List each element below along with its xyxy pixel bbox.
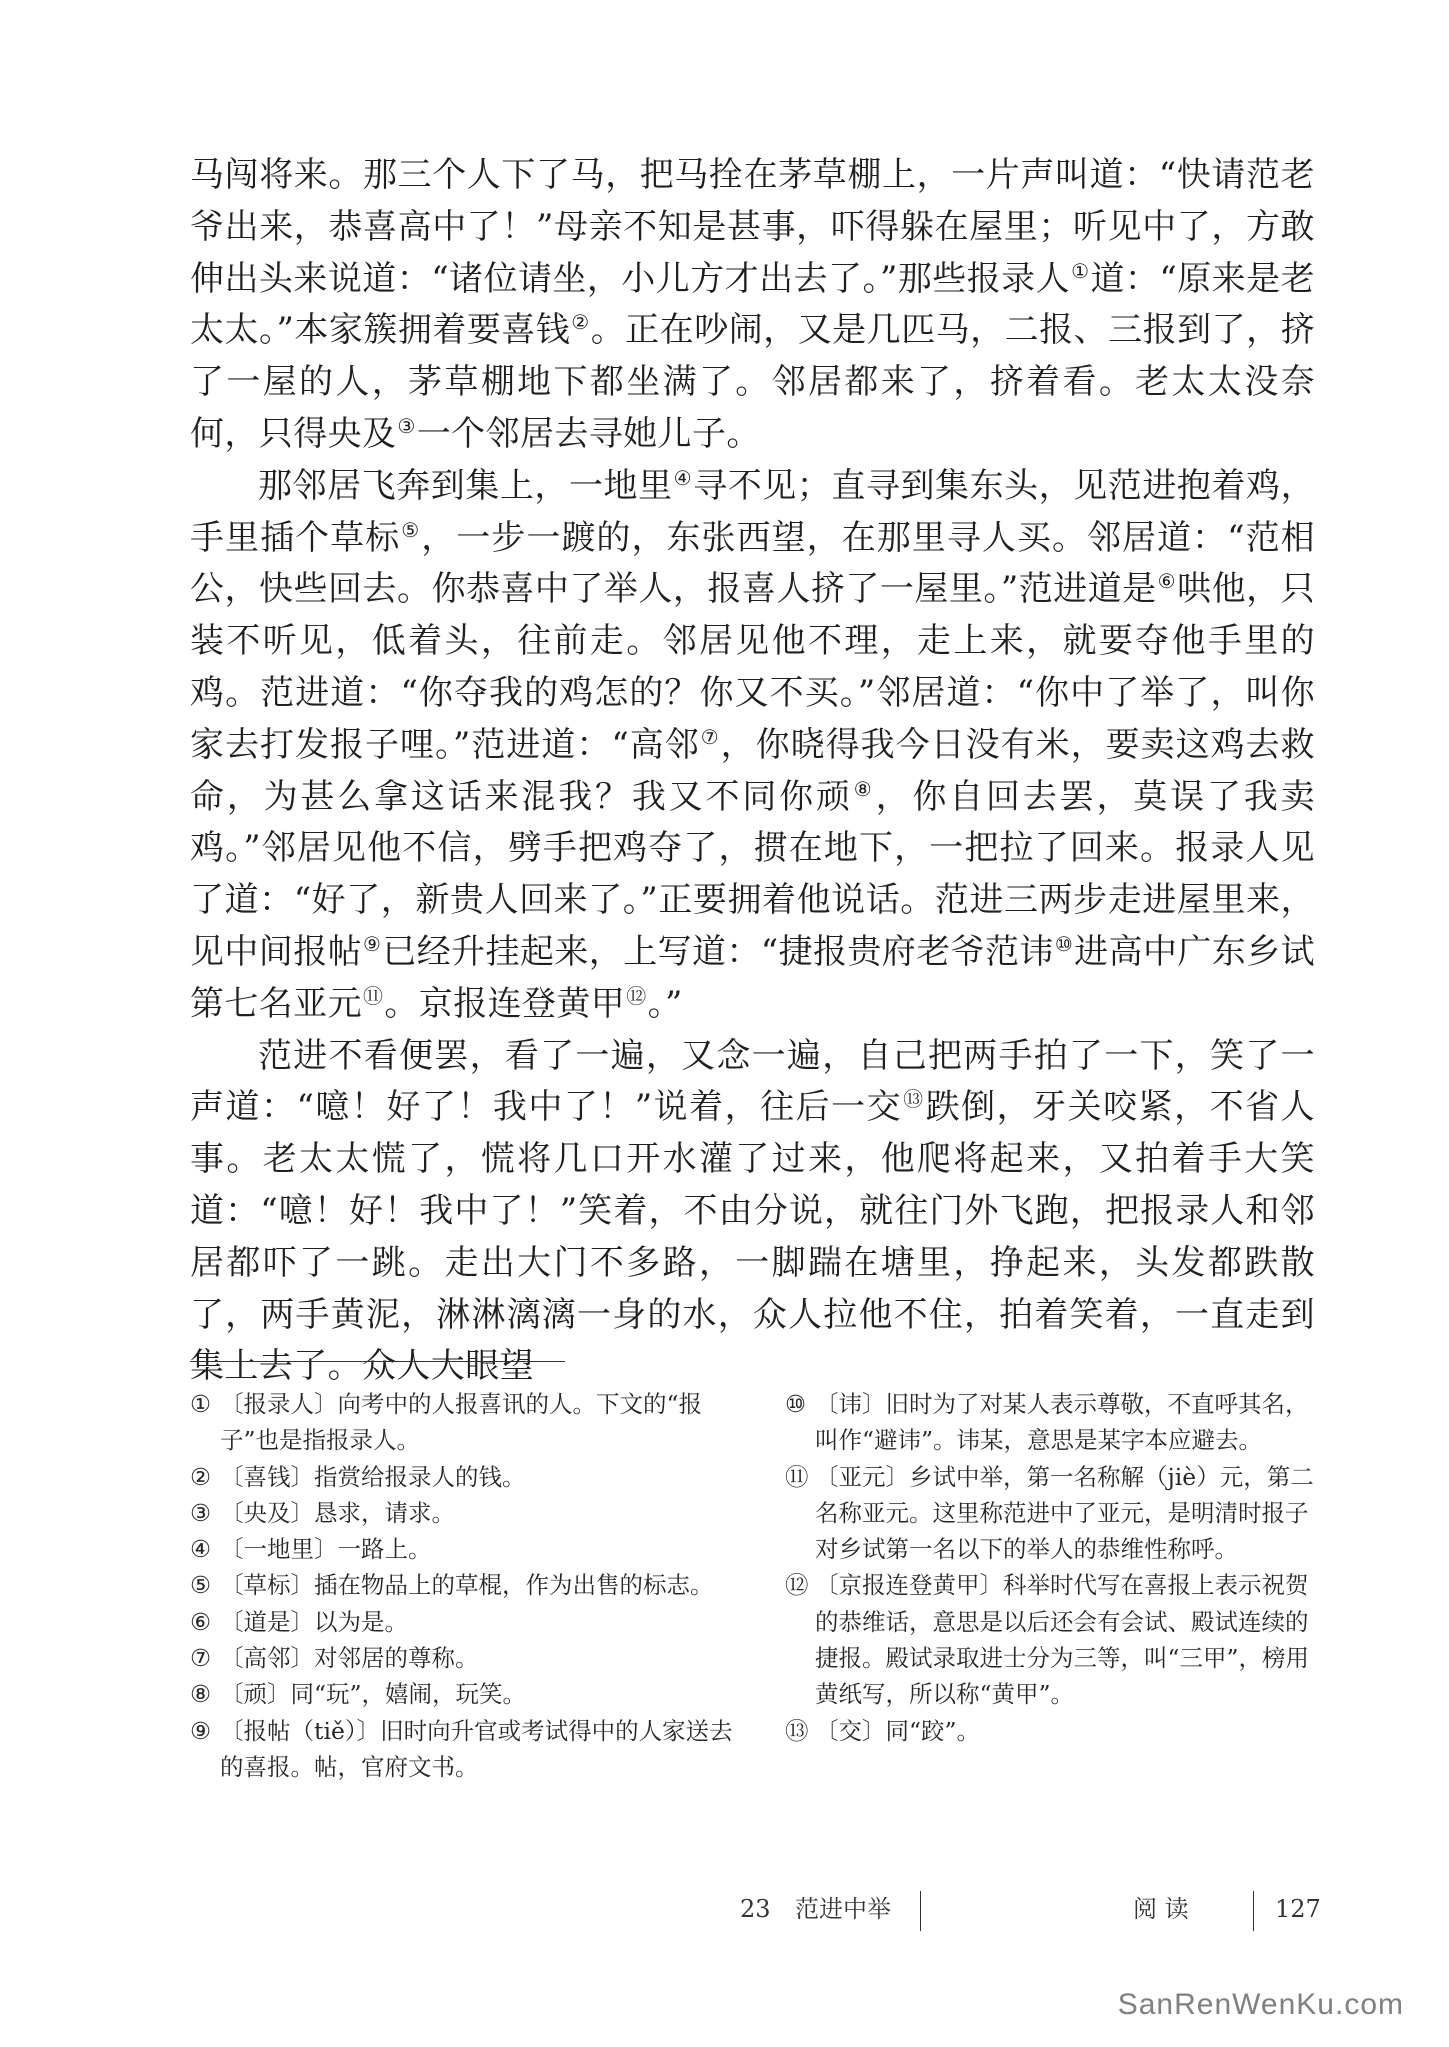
paragraph-text: 。正在吵闹，又是几匹马，二报、三报到了，挤了一屋的人，茅草棚地下都坐满了。邻居都来了，挤着看。老太太没奈何，只得央及 bbox=[190, 310, 1315, 454]
footnote-text: 〔道是〕以为是。 bbox=[220, 1607, 408, 1636]
footer-divider bbox=[1253, 1891, 1254, 1931]
footnote-text: 〔讳〕旧时为了对某人表示尊敬，不直呼其名，叫作“避讳”。讳某，意思是某字本应避去。 bbox=[815, 1390, 1309, 1455]
paragraph-text: 。” bbox=[647, 983, 683, 1024]
paragraph-text: 跌倒，牙关咬紧，不省人事。老太太慌了，慌将几口开水灌了过来，他爬将起来，又拍着手大笑道：“噫！好！我中了！”笑着，不由分说，就往门外飞跑，把报录人和邻居都吓了一跳。走出大门不多路，一脚踹在塘里，挣起来，头发都跌散了，两手黄泥，淋淋漓漓一身的水，众人拉他不住，拍着笑着，一直走到集上去了。众人大眼望 bbox=[190, 1087, 1315, 1387]
footnote-text: 〔报录人〕向考中的人报喜讯的人。下文的“报子”也是指报录人。 bbox=[220, 1390, 703, 1455]
page-number: 127 bbox=[1275, 1895, 1321, 1923]
paragraph-text: 哄他，只装不听见，低着头，往前走。邻居见他不理，走上来，就要夺他手里的鸡。范进道：“你夺我的鸡怎的？你又不买。”邻居道：“你中了举了，叫你家去打发报子哩。”范进道：“高邻 bbox=[190, 569, 1315, 765]
lesson-title: 范进中举 bbox=[795, 1895, 891, 1923]
footnotes-left-column bbox=[190, 1386, 735, 1785]
body-paragraph bbox=[190, 461, 1315, 1031]
paragraph-text: 范进不看便罢，看了一遍，又念一遍，自己把两手拍了一下，笑了一声道：“噫！好了！我中了！”说着，往后一交 bbox=[190, 1035, 1315, 1128]
paragraph-text: 道：“原来是老太太。”本家簇拥着要喜钱 bbox=[190, 258, 1315, 351]
footnote bbox=[190, 1713, 735, 1786]
paragraph-text: ，一步一踱的，东张西望，在那里寻人买。邻居道：“范相公，快些回去。你恭喜中了举人，报喜人挤了一屋里。”范进道是 bbox=[190, 517, 1316, 610]
footnote-marker: ④ bbox=[673, 465, 693, 490]
paragraph-text: 寻不见；直寻到集东头，见范进抱着鸡，手里插个草标 bbox=[190, 465, 1315, 558]
footer-divider bbox=[920, 1891, 921, 1931]
footnote-number: ③ bbox=[190, 1498, 212, 1527]
footnote-number: ② bbox=[190, 1462, 212, 1491]
footnote-text: 〔草标〕插在物品上的草棍，作为出售的标志。 bbox=[220, 1571, 714, 1600]
footnote bbox=[190, 1531, 735, 1567]
footnote-marker: ⑫ bbox=[626, 983, 647, 1008]
paragraph-text: 那邻居飞奔到集上，一地里 bbox=[258, 465, 673, 506]
footnote bbox=[190, 1386, 735, 1459]
footnote-text: 〔交〕同“跤”。 bbox=[815, 1716, 981, 1745]
footnote-text: 〔央及〕恳求，请求。 bbox=[220, 1498, 455, 1527]
footnote-number: ⑤ bbox=[190, 1571, 212, 1600]
footnote-number: ⑫ bbox=[785, 1571, 809, 1600]
footnote-number: ⑧ bbox=[190, 1680, 212, 1709]
footnote-marker: ② bbox=[571, 310, 590, 335]
footnote-number: ⑬ bbox=[785, 1716, 809, 1745]
footnote-number: ⑩ bbox=[785, 1390, 807, 1418]
footnote-number: ⑦ bbox=[190, 1644, 212, 1673]
footnote-marker: ⑤ bbox=[401, 517, 421, 542]
paragraph-text: 马闯将来。那三个人下了马，把马拴在茅草棚上，一片声叫道：“快请范老爷出来，恭喜高中了！”母亲不知是甚事，吓得躲在屋里；听见中了，方敢伸出头来说道：“诸位请坐，小儿方才出去了。”那些报录人 bbox=[190, 155, 1315, 299]
footnote bbox=[190, 1676, 735, 1712]
footnote-marker: ⑧ bbox=[853, 776, 875, 801]
page-footer bbox=[0, 1889, 1449, 1929]
footnotes-right-column bbox=[785, 1386, 1325, 1749]
footnote-marker: ⑪ bbox=[363, 983, 384, 1008]
paragraph-text: 已经升挂起来，上写道：“捷报贵府老爷范讳 bbox=[382, 931, 1054, 972]
lesson-number: 23 bbox=[740, 1895, 771, 1923]
footnote-text: 〔亚元〕乡试中举，第一名称解（jiè）元，第二名称亚元。这里称范进中了亚元，是明清时报子对乡试第一名以下的举人的恭维性称呼。 bbox=[815, 1462, 1314, 1564]
body-paragraph bbox=[190, 150, 1315, 461]
footnote bbox=[190, 1604, 735, 1640]
footnote bbox=[190, 1459, 735, 1495]
footnote-marker: ③ bbox=[397, 413, 416, 438]
footnote-text: 〔京报连登黄甲〕科举时代写在喜报上表示祝贺的恭维话，意思是以后还会有会试、殿试连续的捷报。殿试录取进士分为三等，叫“三甲”，榜用黄纸写，所以称“黄甲”。 bbox=[815, 1571, 1310, 1709]
main-text bbox=[190, 150, 1315, 1393]
paragraph-text: ，你自回去罢，莫误了我卖鸡。”邻居见他不信，劈手把鸡夺了，掼在地下，一把拉了回来。报录人见了道：“好了，新贵人回来了。”正要拥着他说话。范进三两步走进屋里来，见中间报帖 bbox=[190, 776, 1315, 972]
paragraph-text: 进高中广东乡试第七名亚元 bbox=[190, 931, 1315, 1024]
paragraph-text: ，你晓得我今日没有米，要卖这鸡去救命，为甚么拿这话来混我？我又不同你顽 bbox=[190, 724, 1315, 817]
footnote-marker: ⑨ bbox=[363, 931, 382, 956]
footnote-text: 〔报帖（tiě）〕旧时向升官或考试得中的人家送去的喜报。帖，官府文书。 bbox=[220, 1716, 733, 1781]
footnote bbox=[785, 1713, 1325, 1749]
footnote bbox=[190, 1495, 735, 1531]
footnote bbox=[190, 1640, 735, 1676]
footnote-marker: ⑥ bbox=[1157, 569, 1177, 594]
paragraph-text: 一个邻居去寻她儿子。 bbox=[416, 413, 761, 454]
footnote-marker: ① bbox=[1071, 258, 1090, 283]
footnote-number: ⑥ bbox=[190, 1607, 212, 1636]
footnote-number: ⑨ bbox=[190, 1716, 212, 1745]
footnote-number: ⑪ bbox=[785, 1462, 809, 1491]
footnote-marker: ⑬ bbox=[903, 1087, 925, 1112]
footnote-marker: ⑦ bbox=[700, 724, 720, 749]
footnote bbox=[785, 1386, 1325, 1459]
footnote-number: ④ bbox=[190, 1535, 212, 1564]
footnote bbox=[785, 1567, 1325, 1712]
footnote-divider bbox=[190, 1361, 565, 1362]
body-paragraph bbox=[190, 1031, 1315, 1394]
footnote-number: ① bbox=[190, 1390, 212, 1418]
footnote-text: 〔高邻〕对邻居的尊称。 bbox=[220, 1644, 479, 1673]
footnote bbox=[785, 1459, 1325, 1568]
paragraph-text: 。京报连登黄甲 bbox=[384, 983, 626, 1024]
footnote-marker: ⑩ bbox=[1054, 931, 1074, 956]
footnote bbox=[190, 1567, 735, 1603]
watermark: SanRenWenKu.com bbox=[1117, 1988, 1404, 2021]
section-label: 阅 读 bbox=[1133, 1895, 1189, 1923]
footnote-text: 〔一地里〕一路上。 bbox=[220, 1535, 432, 1564]
footnote-text: 〔喜钱〕指赏给报录人的钱。 bbox=[220, 1462, 526, 1491]
footnote-text: 〔顽〕同“玩”，嬉闹，玩笑。 bbox=[220, 1680, 527, 1709]
